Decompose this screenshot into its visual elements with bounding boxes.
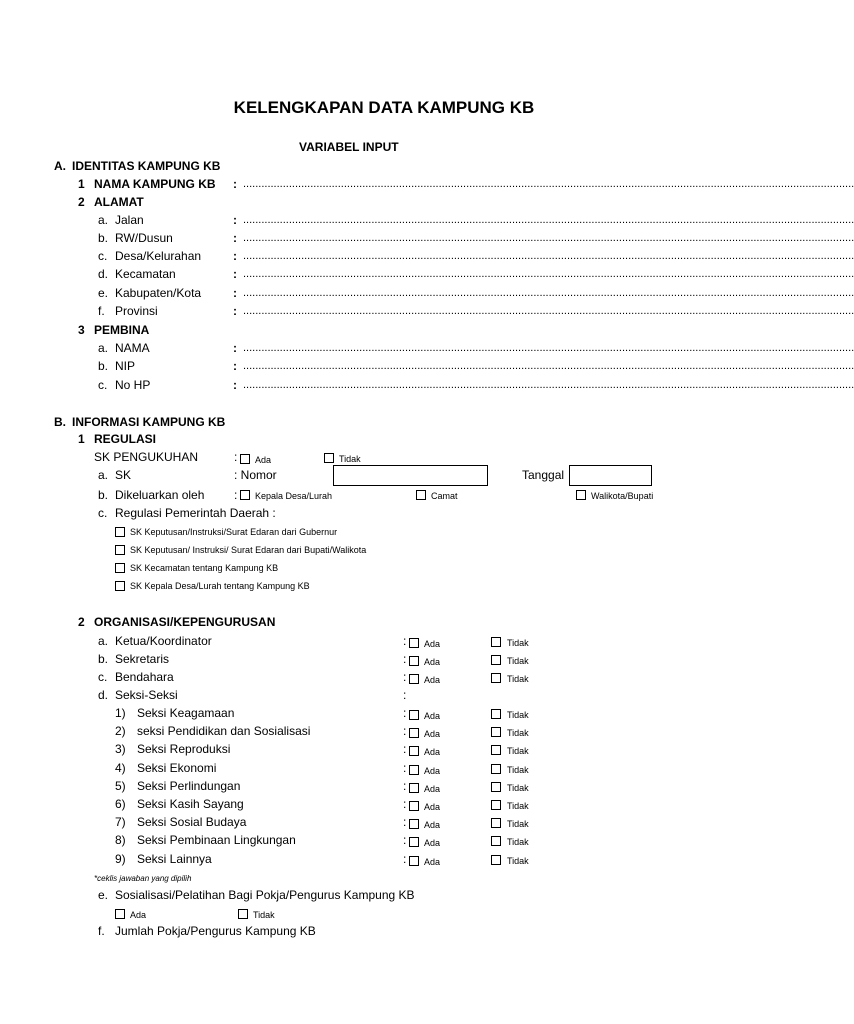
seksi-9-colon: : bbox=[403, 852, 407, 866]
seksi-7-tidak-label: Tidak bbox=[507, 819, 529, 829]
seksi-1-ada-label: Ada bbox=[424, 711, 441, 721]
pembina-letter: b. bbox=[98, 359, 109, 373]
desa-kelurahan-field[interactable]: ........................................................................................................................................................................................................ bbox=[243, 250, 854, 262]
alamat-colon: : bbox=[233, 286, 237, 300]
b1-label: REGULASI bbox=[94, 432, 157, 446]
item-f-label: Jumlah Pokja/Pengurus Kampung KB bbox=[115, 924, 316, 938]
alamat-colon: : bbox=[233, 249, 237, 263]
sekretaris-tidak-checkbox[interactable] bbox=[491, 655, 501, 665]
seksi-5-colon: : bbox=[403, 779, 407, 793]
seksi-number: 1) bbox=[115, 706, 126, 720]
walikota-checkbox[interactable] bbox=[576, 490, 586, 500]
seksi-number: 7) bbox=[115, 815, 126, 829]
alamat-letter: d. bbox=[98, 267, 109, 281]
org-letter: a. bbox=[98, 634, 109, 648]
sekretaris-ada-label: Ada bbox=[424, 657, 441, 667]
seksi-letter: d. bbox=[98, 688, 109, 702]
seksi-number: 8) bbox=[115, 833, 126, 847]
seksi-8-tidak-checkbox[interactable] bbox=[491, 836, 501, 846]
sk-b-colon: : bbox=[234, 488, 238, 502]
seksi-label: Seksi Lainnya bbox=[137, 852, 212, 866]
page-title: KELENGKAPAN DATA KAMPUNG KB bbox=[233, 98, 535, 117]
seksi-number: 6) bbox=[115, 797, 126, 811]
seksi-2-ada-checkbox[interactable] bbox=[409, 728, 419, 738]
sk-b-letter: b. bbox=[98, 488, 109, 502]
seksi-4-colon: : bbox=[403, 761, 407, 775]
seksi-1-tidak-checkbox[interactable] bbox=[491, 709, 501, 719]
pembina-letter: a. bbox=[98, 341, 109, 355]
b1-number: 1 bbox=[78, 432, 85, 446]
sk-b-label: Dikeluarkan oleh bbox=[115, 488, 205, 502]
camat-label: Camat bbox=[431, 491, 458, 501]
sk-a-letter: a. bbox=[98, 468, 109, 482]
alamat-letter: e. bbox=[98, 286, 109, 300]
sk-pengukuhan-tidak-label: Tidak bbox=[339, 454, 361, 464]
seksi-number: 2) bbox=[115, 724, 126, 738]
seksi-number: 5) bbox=[115, 779, 126, 793]
sk-pengukuhan-ada-checkbox[interactable] bbox=[240, 454, 250, 464]
section-b-label: B. bbox=[54, 415, 66, 429]
seksi-6-colon: : bbox=[403, 797, 407, 811]
alamat-label: Kabupaten/Kota bbox=[115, 286, 202, 300]
seksi-5-tidak-label: Tidak bbox=[507, 783, 529, 793]
a3-number: 3 bbox=[78, 323, 85, 337]
seksi-9-tidak-label: Tidak bbox=[507, 856, 529, 866]
seksi-8-ada-label: Ada bbox=[424, 838, 441, 848]
sk-nomor-input[interactable] bbox=[333, 465, 488, 486]
seksi-2-tidak-checkbox[interactable] bbox=[491, 727, 501, 737]
seksi-label: Seksi Ekonomi bbox=[137, 761, 217, 775]
ketua-tidak-checkbox[interactable] bbox=[491, 637, 501, 647]
sosialisasi-ada-label: Ada bbox=[130, 910, 147, 920]
alamat-label: Provinsi bbox=[115, 304, 158, 318]
a2-label: ALAMAT bbox=[94, 195, 144, 209]
seksi-6-tidak-label: Tidak bbox=[507, 801, 529, 811]
seksi-9-ada-checkbox[interactable] bbox=[409, 856, 419, 866]
seksi-7-tidak-checkbox[interactable] bbox=[491, 818, 501, 828]
seksi-4-tidak-label: Tidak bbox=[507, 765, 529, 775]
org-letter: b. bbox=[98, 652, 109, 666]
seksi-9-tidak-checkbox[interactable] bbox=[491, 855, 501, 865]
seksi-2-colon: : bbox=[403, 724, 407, 738]
pembina-label: No HP bbox=[115, 378, 151, 392]
provinsi-field[interactable]: ........................................................................................................................................................................................................ bbox=[243, 305, 854, 317]
seksi-number: 4) bbox=[115, 761, 126, 775]
section-b-title: INFORMASI KAMPUNG KB bbox=[72, 415, 226, 429]
regulasi-checkbox[interactable] bbox=[115, 527, 125, 537]
item-e-letter: e. bbox=[98, 888, 109, 902]
note-ceklis: *ceklis jawaban yang dipilih bbox=[94, 874, 192, 883]
alamat-label: RW/Dusun bbox=[115, 231, 173, 245]
seksi-2-tidak-label: Tidak bbox=[507, 728, 529, 738]
seksi-label: seksi Pendidikan dan Sosialisasi bbox=[137, 724, 311, 738]
seksi-8-colon: : bbox=[403, 833, 407, 847]
pembina-label: NAMA bbox=[115, 341, 150, 355]
sk-a-label: SK bbox=[115, 468, 132, 482]
seksi-label: Seksi Reproduksi bbox=[137, 742, 231, 756]
bendahara-ada-label: Ada bbox=[424, 675, 441, 685]
alamat-letter: c. bbox=[98, 249, 108, 263]
seksi-label: Seksi Perlindungan bbox=[137, 779, 241, 793]
sk-tanggal-label: Tanggal bbox=[522, 468, 565, 482]
seksi-9-ada-label: Ada bbox=[424, 857, 441, 867]
org-letter: c. bbox=[98, 670, 108, 684]
sk-c-letter: c. bbox=[98, 506, 108, 520]
alamat-letter: b. bbox=[98, 231, 109, 245]
alamat-label: Jalan bbox=[115, 213, 144, 227]
b2-label: ORGANISASI/KEPENGURUSAN bbox=[94, 615, 276, 629]
pembina-nip-field[interactable]: ........................................................................................................................................................................................................ bbox=[243, 360, 854, 372]
seksi-label: Seksi Kasih Sayang bbox=[137, 797, 244, 811]
seksi-label: Seksi Sosial Budaya bbox=[137, 815, 247, 829]
seksi-number: 3) bbox=[115, 742, 126, 756]
a1-label: NAMA KAMPUNG KB bbox=[94, 177, 216, 191]
sk-pengukuhan-tidak-checkbox[interactable] bbox=[324, 453, 334, 463]
seksi-8-ada-checkbox[interactable] bbox=[409, 837, 419, 847]
seksi-1-ada-checkbox[interactable] bbox=[409, 710, 419, 720]
seksi-7-colon: : bbox=[403, 815, 407, 829]
org-label: Bendahara bbox=[115, 670, 174, 684]
seksi-1-tidak-label: Tidak bbox=[507, 710, 529, 720]
kecamatan-field[interactable]: ........................................................................................................................................................................................................ bbox=[243, 268, 854, 280]
seksi-number: 9) bbox=[115, 852, 126, 866]
pembina-hp-field[interactable]: ........................................................................................................................................................................................................ bbox=[243, 379, 854, 391]
alamat-colon: : bbox=[233, 304, 237, 318]
jalan-field[interactable]: ........................................................................................................................................................................................................ bbox=[243, 214, 854, 226]
regulasi-checkbox[interactable] bbox=[115, 545, 125, 555]
seksi-3-tidak-label: Tidak bbox=[507, 746, 529, 756]
regulasi-option-label: SK Keputusan/ Instruksi/ Surat Edaran dari Bupati/Walikota bbox=[130, 545, 367, 555]
page-subtitle: VARIABEL INPUT bbox=[299, 140, 399, 154]
ketua-ada-label: Ada bbox=[424, 639, 441, 649]
seksi-3-colon: : bbox=[403, 742, 407, 756]
seksi-5-tidak-checkbox[interactable] bbox=[491, 782, 501, 792]
seksi-7-ada-checkbox[interactable] bbox=[409, 819, 419, 829]
item-e-label: Sosialisasi/Pelatihan Bagi Pokja/Pengurus Kampung KB bbox=[115, 888, 415, 902]
pembina-label: NIP bbox=[115, 359, 136, 373]
seksi-label: Seksi Keagamaan bbox=[137, 706, 235, 720]
regulasi-checkbox[interactable] bbox=[115, 563, 125, 573]
sk-tanggal-input[interactable] bbox=[569, 465, 652, 486]
sekretaris-colon: : bbox=[403, 652, 407, 666]
seksi-5-ada-label: Ada bbox=[424, 784, 441, 794]
regulasi-option-label: SK Kepala Desa/Lurah tentang Kampung KB bbox=[130, 581, 310, 591]
ketua-ada-checkbox[interactable] bbox=[409, 638, 419, 648]
seksi-6-ada-checkbox[interactable] bbox=[409, 801, 419, 811]
sk-nomor-label: : Nomor bbox=[234, 468, 277, 482]
sekretaris-tidak-label: Tidak bbox=[507, 656, 529, 666]
nama-kampung-field[interactable]: ........................................................................................................................................................................................................ bbox=[243, 178, 854, 190]
pembina-nama-field[interactable]: ........................................................................................................................................................................................................ bbox=[243, 342, 854, 354]
ketua-tidak-label: Tidak bbox=[507, 638, 529, 648]
alamat-letter: f. bbox=[98, 304, 105, 318]
alamat-label: Kecamatan bbox=[115, 267, 176, 281]
seksi-3-ada-label: Ada bbox=[424, 747, 441, 757]
seksi-4-tidak-checkbox[interactable] bbox=[491, 764, 501, 774]
sk-pengukuhan-ada-label: Ada bbox=[255, 455, 272, 465]
camat-checkbox[interactable] bbox=[416, 490, 426, 500]
kepala-desa-checkbox[interactable] bbox=[240, 490, 250, 500]
sk-pengukuhan-label: SK PENGUKUHAN bbox=[94, 450, 199, 464]
sosialisasi-ada-checkbox[interactable] bbox=[115, 909, 125, 919]
ketua-colon: : bbox=[403, 634, 407, 648]
a3-label: PEMBINA bbox=[94, 323, 150, 337]
seksi-1-colon: : bbox=[403, 706, 407, 720]
sosialisasi-tidak-checkbox[interactable] bbox=[238, 909, 248, 919]
pembina-letter: c. bbox=[98, 378, 108, 392]
sosialisasi-tidak-label: Tidak bbox=[253, 910, 275, 920]
b2-number: 2 bbox=[78, 615, 85, 629]
a2-number: 2 bbox=[78, 195, 85, 209]
alamat-colon: : bbox=[233, 267, 237, 281]
regulasi-checkbox[interactable] bbox=[115, 581, 125, 591]
kepala-desa-label: Kepala Desa/Lurah bbox=[255, 491, 333, 501]
org-label: Ketua/Koordinator bbox=[115, 634, 212, 648]
section-a-title: IDENTITAS KAMPUNG KB bbox=[72, 159, 221, 173]
seksi-8-tidak-label: Tidak bbox=[507, 837, 529, 847]
bendahara-ada-checkbox[interactable] bbox=[409, 674, 419, 684]
seksi-label: Seksi Pembinaan Lingkungan bbox=[137, 833, 296, 847]
seksi-2-ada-label: Ada bbox=[424, 729, 441, 739]
bendahara-tidak-checkbox[interactable] bbox=[491, 673, 501, 683]
seksi-6-ada-label: Ada bbox=[424, 802, 441, 812]
org-label: Sekretaris bbox=[115, 652, 170, 666]
bendahara-colon: : bbox=[403, 670, 407, 684]
alamat-colon: : bbox=[233, 213, 237, 227]
seksi-3-ada-checkbox[interactable] bbox=[409, 746, 419, 756]
seksi-colon: : bbox=[403, 688, 407, 702]
a1-colon: : bbox=[233, 177, 237, 191]
sekretaris-ada-checkbox[interactable] bbox=[409, 656, 419, 666]
pembina-colon: : bbox=[233, 341, 237, 355]
seksi-5-ada-checkbox[interactable] bbox=[409, 783, 419, 793]
a1-number: 1 bbox=[78, 177, 85, 191]
section-a-label: A. bbox=[54, 159, 66, 173]
alamat-colon: : bbox=[233, 231, 237, 245]
kabupaten-kota-field[interactable]: ........................................................................................................................................................................................................ bbox=[243, 287, 854, 299]
seksi-label: Seksi-Seksi bbox=[115, 688, 178, 702]
seksi-3-tidak-checkbox[interactable] bbox=[491, 745, 501, 755]
seksi-4-ada-checkbox[interactable] bbox=[409, 765, 419, 775]
rw-dusun-field[interactable]: ........................................................................................................................................................................................................ bbox=[243, 232, 854, 244]
alamat-label: Desa/Kelurahan bbox=[115, 249, 202, 263]
seksi-7-ada-label: Ada bbox=[424, 820, 441, 830]
seksi-4-ada-label: Ada bbox=[424, 766, 441, 776]
bendahara-tidak-label: Tidak bbox=[507, 674, 529, 684]
sk-c-label: Regulasi Pemerintah Daerah : bbox=[115, 506, 276, 520]
item-f-letter: f. bbox=[98, 924, 105, 938]
sk-pengukuhan-colon: : bbox=[234, 450, 238, 464]
regulasi-option-label: SK Keputusan/Instruksi/Surat Edaran dari Gubernur bbox=[130, 527, 338, 537]
regulasi-option-label: SK Kecamatan tentang Kampung KB bbox=[130, 563, 279, 573]
walikota-label: Walikota/Bupati bbox=[591, 491, 654, 501]
seksi-6-tidak-checkbox[interactable] bbox=[491, 800, 501, 810]
alamat-letter: a. bbox=[98, 213, 109, 227]
pembina-colon: : bbox=[233, 378, 237, 392]
pembina-colon: : bbox=[233, 359, 237, 373]
